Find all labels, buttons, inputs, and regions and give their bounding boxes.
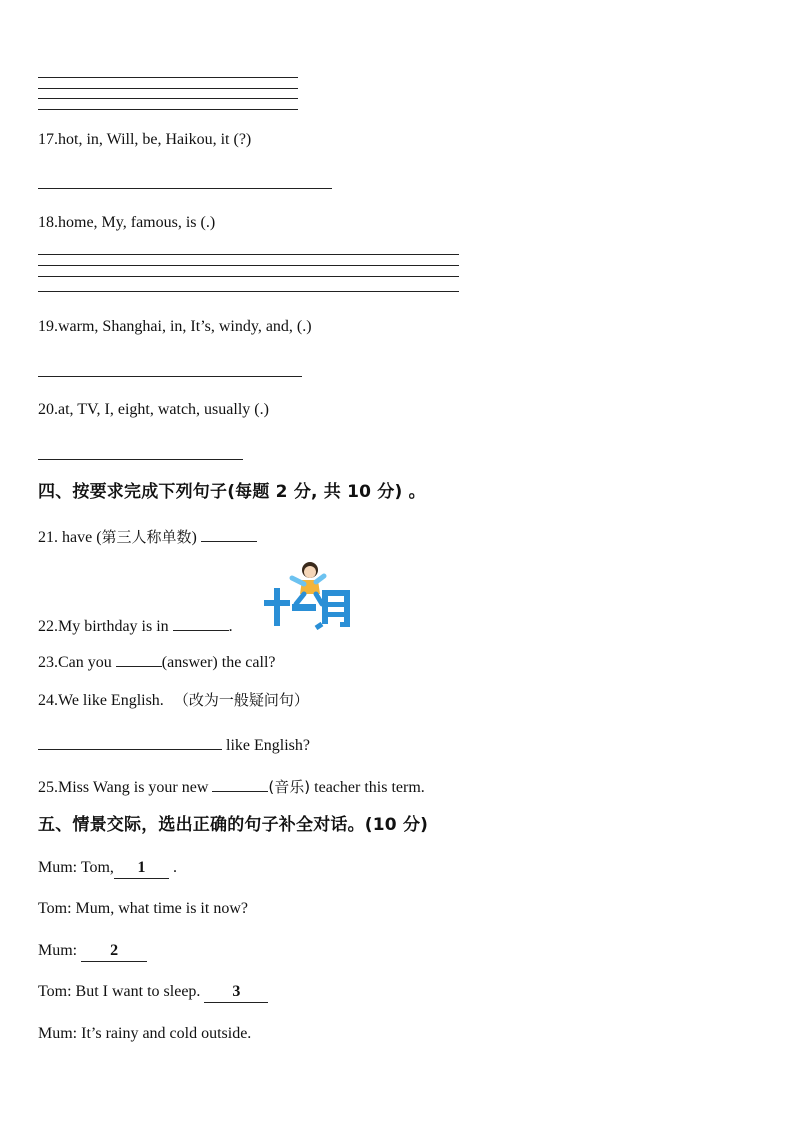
answer-line [38, 88, 298, 89]
blank-3[interactable]: 3 [204, 982, 268, 1003]
section-5-heading: 五、情景交际，选出正确的句子补全对话。(10 分) [38, 815, 429, 835]
answer-line [38, 459, 243, 460]
answer-line [38, 376, 302, 377]
blank-2[interactable]: 2 [81, 941, 147, 962]
dialogue-line-5: Mum: It’s rainy and cold outside. [38, 1025, 252, 1042]
q23-suffix: (answer) the call? [161, 654, 276, 671]
dialogue-line-4 [38, 982, 268, 1003]
answer-line [38, 254, 459, 255]
answer-line [38, 265, 459, 266]
q23-blank[interactable] [116, 650, 162, 667]
question-18: 18.home, My, famous, is (.) [38, 214, 216, 231]
q25-prefix: 25.Miss Wang is your new [38, 779, 209, 796]
d1-end: . [172, 859, 177, 876]
q25-suffix: teacher this term. [314, 779, 425, 796]
q23-prefix: 23.Can you [38, 654, 112, 671]
question-24 [38, 690, 309, 711]
dialogue-line-1 [38, 858, 177, 879]
q21-hint: 第三人称单数 [101, 528, 192, 546]
q22-suffix: . [228, 618, 233, 635]
section-4-heading: 四、按要求完成下列句子(每题 2 分, 共 10 分) 。 [38, 482, 426, 502]
question-19: 19.warm, Shanghai, in, It’s, windy, and, (.) [38, 318, 312, 335]
answer-line [38, 291, 459, 292]
november-image [262, 558, 358, 630]
d3-speaker: Mum: [38, 942, 78, 959]
q22-blank[interactable] [173, 614, 229, 631]
q21-blank[interactable] [201, 525, 257, 542]
q24-prefix: 24.We like English. [38, 692, 164, 709]
dialogue-line-2: Tom: Mum, what time is it now? [38, 900, 248, 917]
answer-line [38, 109, 298, 110]
d4-speaker: Tom: But I want to sleep. [38, 983, 201, 1000]
answer-line [38, 77, 298, 78]
question-23 [38, 650, 276, 673]
question-25 [38, 775, 425, 798]
answer-line [38, 98, 298, 99]
d1-speaker: Mum: Tom, [38, 859, 114, 876]
question-20: 20.at, TV, I, eight, watch, usually (.) [38, 401, 269, 418]
q24-blank[interactable] [38, 733, 222, 750]
blank-1[interactable]: 1 [114, 858, 169, 879]
q21-prefix: 21. have ( [38, 529, 102, 546]
q24-hint: （改为一般疑问句） [173, 691, 309, 709]
q24-answer-suffix: like English? [226, 737, 310, 754]
november-illustration [262, 558, 358, 630]
question-24-answer [38, 733, 310, 756]
answer-line [38, 188, 332, 189]
q25-blank[interactable] [212, 775, 268, 792]
question-17: 17.hot, in, Will, be, Haikou, it (?) [38, 131, 252, 148]
dialogue-line-3 [38, 941, 147, 962]
q22-prefix: 22.My birthday is in [38, 618, 169, 635]
question-21 [38, 525, 257, 548]
question-22 [38, 614, 233, 637]
q21-suffix: ) [191, 529, 197, 546]
q25-hint: (音乐) [268, 778, 311, 796]
answer-line [38, 276, 459, 277]
